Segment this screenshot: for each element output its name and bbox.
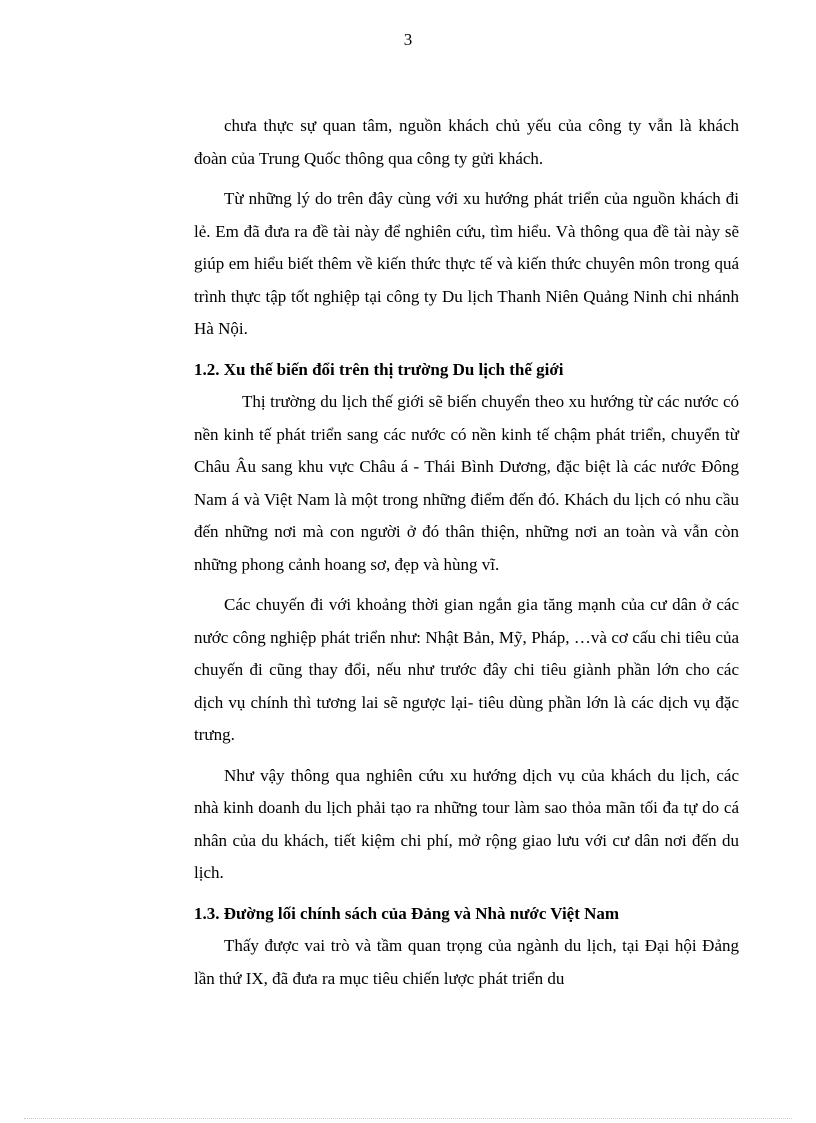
paragraph-service-trends: Như vậy thông qua nghiên cứu xu hướng dịch vụ của khách du lịch, các nhà kinh doanh du lịch phải tạo ra những tour làm sao thỏa mãn tối đa tự do cá nhân của du khách, tiết kiệm chi phí, mở rộng giao lưu với cư dân nơi đến du lịch. [194,765,739,882]
paragraph-continuation: chưa thực sự quan tâm, nguồn khách chủ yếu của công ty vẫn là khách đoàn của Trung Quốc thông qua công ty gửi khách. [194,116,739,168]
page-number: 3 [403,30,413,49]
body-text [194,110,739,1003]
paragraph-world-market: Thị trường du lịch thế giới sẽ biến chuyển theo xu hướng từ các nước có nền kinh tế phát triển sang các nước có nền kinh tế chậm phát triển, chuyển từ Châu Âu sang khu vực Châu á - Thái Bình Dương, đặc biệt là các nước Đông Nam á và Việt Nam là một trong những điểm đến đó. Khách du lịch có nhu cầu đến những nơi mà con người ở đó thân thiện, những nơi an toàn và vẫn còn những phong cảnh hoang sơ, đẹp và hùng vĩ. [194,392,739,574]
footer-divider [24,1118,792,1119]
paragraph-short-trips: Các chuyến đi với khoảng thời gian ngắn gia tăng mạnh của cư dân ở các nước công nghiệp phát triển như: Nhật Bản, Mỹ, Pháp, …và cơ cấu chi tiêu của chuyến đi cũng thay đổi, nếu như trước đây chi tiêu giành phần lớn cho các dịch vụ chính thì tương lai sẽ ngược lại- tiêu dùng phần lớn là các dịch vụ đặc trưng. [194,595,739,744]
paragraph-reasons: Từ những lý do trên đây cùng với xu hướng phát triển của nguồn khách đi lẻ. Em đã đưa ra đề tài này để nghiên cứu, tìm hiểu. Và thông qua đề tài này sẽ giúp em hiểu biết thêm về kiến thức thực tế và kiến thức chuyên môn trong quá trình thực tập tốt nghiệp tại công ty Du lịch Thanh Niên Quảng Ninh chi nhánh Hà Nội. [194,189,739,338]
paragraph-party-policy: Thấy được vai trò và tầm quan trọng của ngành du lịch, tại Đại hội Đảng lần thứ IX, đã đưa ra mục tiêu chiến lược phát triển du [194,936,739,988]
section-heading-1-3: 1.3. Đường lối chính sách của Đảng và Nhà nước Việt Nam [194,903,620,923]
section-heading-1-2: 1.2. Xu thế biến đổi trên thị trường Du lịch thế giới [194,359,564,379]
